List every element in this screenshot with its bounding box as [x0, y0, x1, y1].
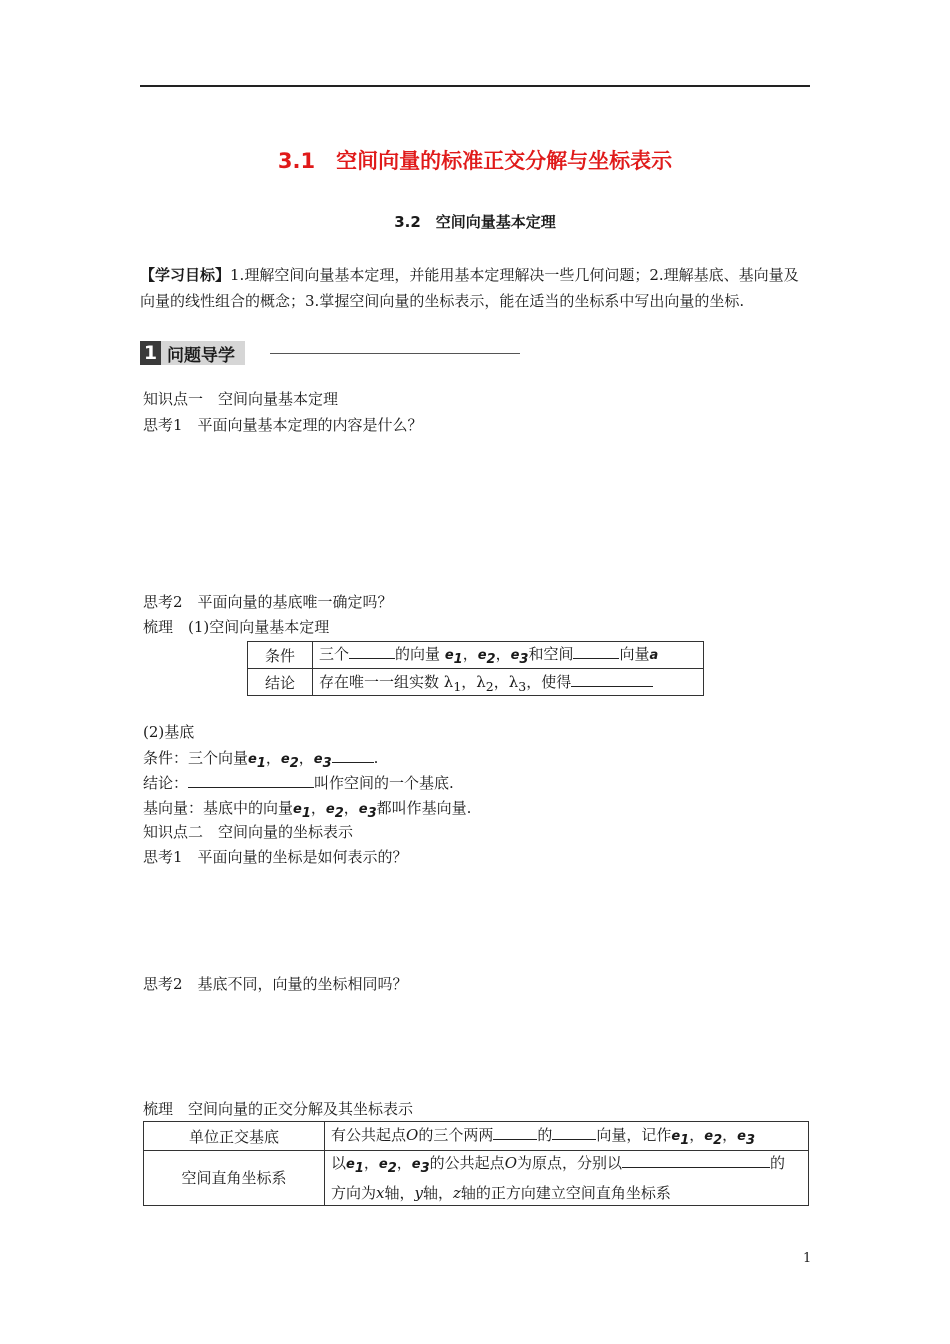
basis-heading: (2)基底	[143, 723, 195, 741]
kp1-review: 梳理 (1)空间向量基本定理	[143, 618, 330, 636]
header-rule	[140, 85, 810, 87]
conclusion-cell: 存在唯一一组实数 $\lambda_1$，$\lambda_2$，$\lambda_3$，使得	[313, 669, 704, 696]
section-banner-number: 1	[140, 341, 161, 365]
orthogonal-table	[143, 1121, 809, 1206]
condition-label: 条件	[248, 642, 313, 669]
coord-system-cell: 以$e_1$，$e_2$，$e_3$的公共起点O为原点，分别以 的 方向为x轴，y轴，z轴的正方向建立空间直角坐标系	[325, 1151, 809, 1206]
conclusion-label: 结论	[248, 669, 313, 696]
kp2-title: 知识点二 空间向量的坐标表示	[143, 823, 354, 841]
kp1-think1: 思考1 平面向量基本定理的内容是什么？	[143, 416, 423, 434]
blank-field[interactable]	[349, 644, 395, 659]
kp2-think1: 思考1 平面向量的坐标是如何表示的？	[143, 848, 408, 866]
basis-condition: 条件：三个向量$e_1$，$e_2$，$e_3$ .	[143, 749, 379, 771]
blank-field[interactable]	[552, 1125, 596, 1140]
blank-field[interactable]	[573, 644, 619, 659]
subsection-title: 3.2 空间向量基本定理	[394, 213, 556, 231]
learning-objectives	[140, 262, 812, 314]
basis-conclusion: 结论： 叫作空间的一个基底.	[143, 774, 454, 792]
section-banner	[140, 341, 245, 365]
basis-vectors: 基向量：基底中的向量$e_1$，$e_2$，$e_3$都叫作基向量.	[143, 799, 472, 821]
blank-field[interactable]	[332, 748, 374, 763]
blank-field[interactable]	[493, 1125, 537, 1140]
theorem-table	[247, 641, 704, 696]
kp1-think2: 思考2 平面向量的基底唯一确定吗？	[143, 593, 393, 611]
kp1-title: 知识点一 空间向量基本定理	[143, 390, 339, 408]
section-title: 3.1 空间向量的标准正交分解与坐标表示	[277, 149, 673, 173]
blank-field[interactable]	[622, 1153, 770, 1168]
blank-field[interactable]	[571, 672, 653, 687]
kp2-review: 梳理 空间向量的正交分解及其坐标表示	[143, 1100, 414, 1118]
coord-system-label: 空间直角坐标系	[144, 1151, 325, 1206]
section-banner-rule	[270, 353, 520, 354]
page-number: 1	[803, 1251, 812, 1266]
blank-field[interactable]	[188, 773, 314, 788]
kp2-think2: 思考2 基底不同，向量的坐标相同吗？	[143, 975, 408, 993]
unit-basis-cell: 有公共起点O的三个两两 的 向量，记作$e_1$，$e_2$，$e_3$	[325, 1122, 809, 1151]
objectives-label: 【学习目标】	[140, 266, 231, 284]
section-banner-label: 问题导学	[161, 341, 245, 365]
objectives-text: 1.理解空间向量基本定理，并能用基本定理解决一些几何问题；2.理解基底、基向量及向量的线性组合的概念；3.掌握空间向量的坐标表示，能在适当的坐标系中写出向量的坐标.	[140, 266, 799, 310]
unit-basis-label: 单位正交基底	[144, 1122, 325, 1151]
condition-cell: 三个 的向量 $e_1$，$e_2$，$e_3$和空间 向量a	[313, 642, 704, 669]
